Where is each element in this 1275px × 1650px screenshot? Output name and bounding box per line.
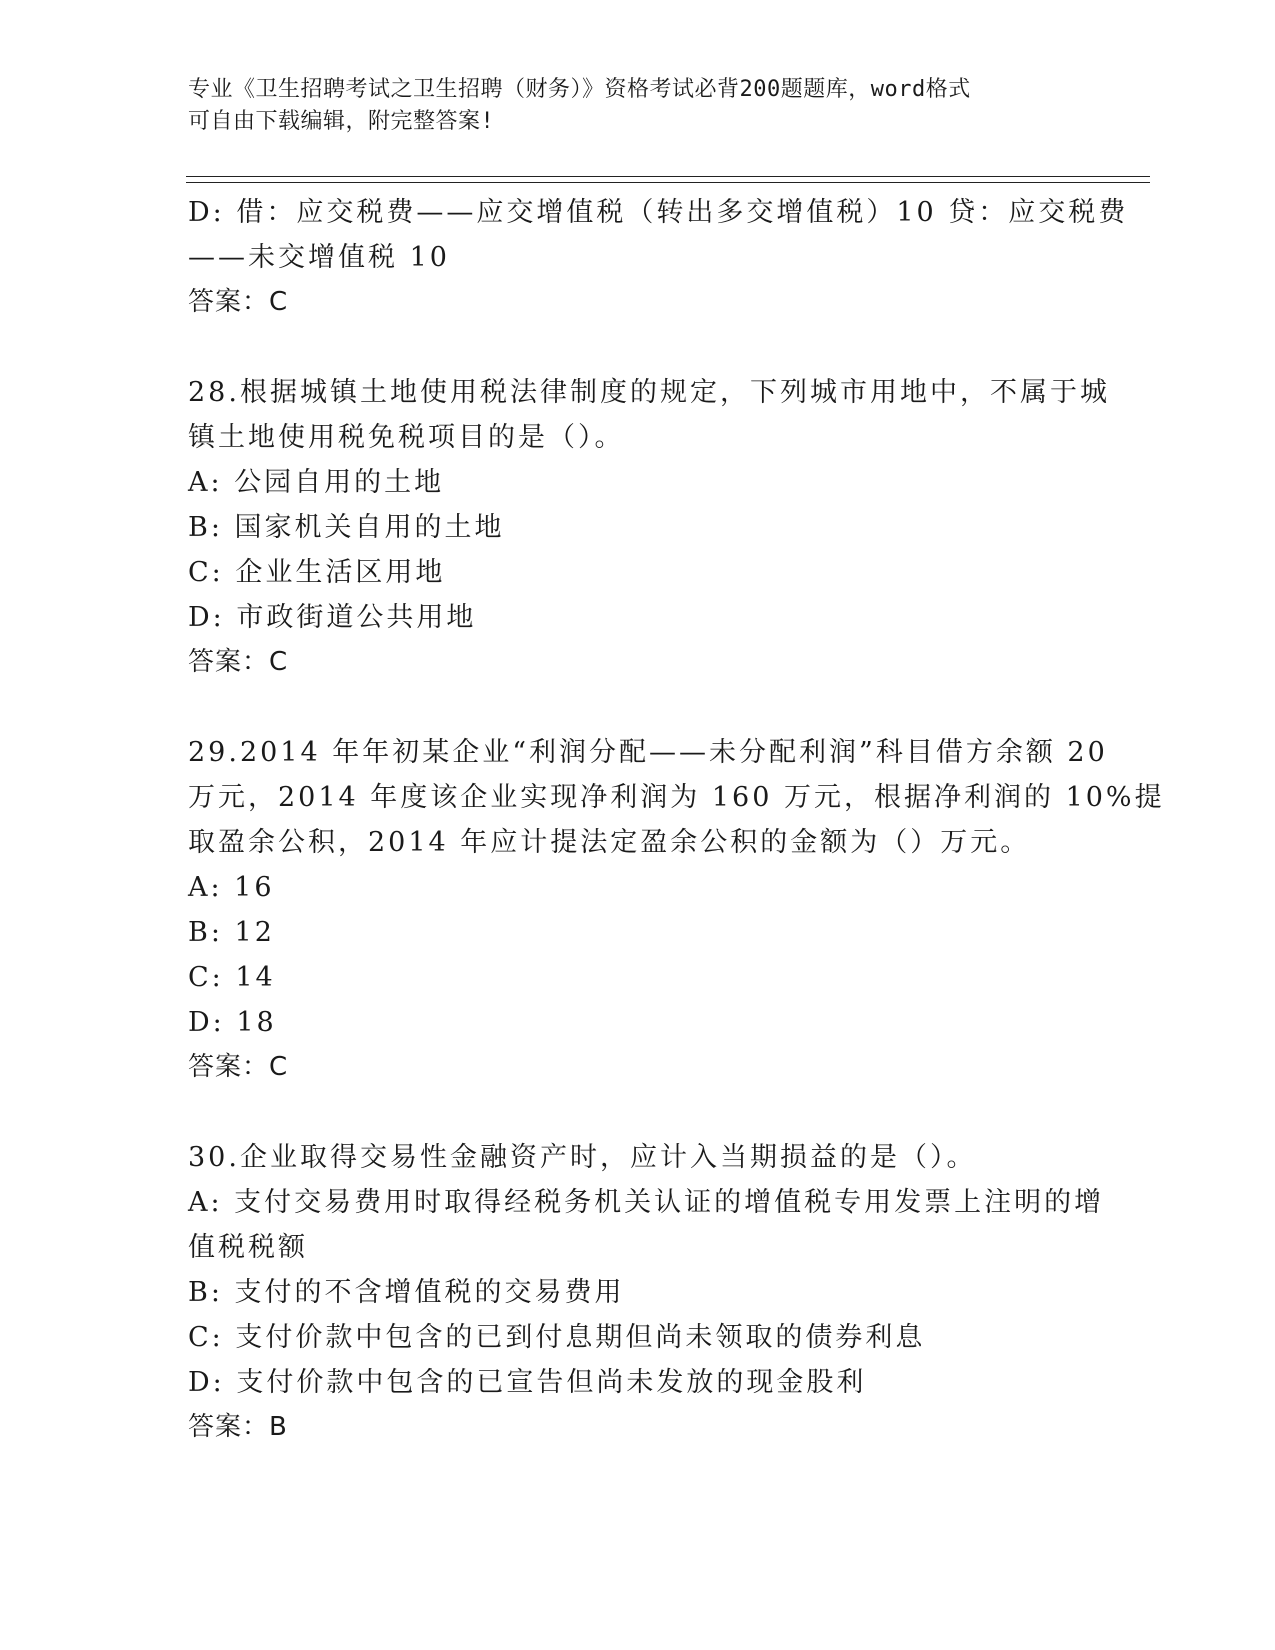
spacer <box>188 685 1088 730</box>
option-a: A: 公园自用的土地 <box>188 467 445 498</box>
spacer <box>188 325 1088 370</box>
option-d: D: 借：应交税费——应交增值税（转出多交增值税）10 贷：应交税费 <box>188 197 1129 228</box>
option-a: A: 支付交易费用时取得经税务机关认证的增值税专用发票上注明的增 <box>188 1187 1105 1218</box>
question-28 <box>188 370 1110 685</box>
answer-line: 答案：C <box>188 1052 289 1082</box>
header-line-2: 可自由下载编辑，附完整答案! <box>188 109 495 134</box>
option-c: C: 支付价款中包含的已到付息期但尚未领取的债券利息 <box>188 1322 926 1353</box>
prev-question-tail <box>188 190 1129 325</box>
answer-line: 答案：C <box>188 647 289 677</box>
option-d: D: 市政街道公共用地 <box>188 602 477 633</box>
question-stem: 取盈余公积，2014 年应计提法定盈余公积的金额为（）万元。 <box>188 827 1031 858</box>
question-stem: 29.2014 年年初某企业“利润分配——未分配利润”科目借方余额 20 <box>188 737 1108 768</box>
question-29 <box>188 730 1165 1090</box>
header-divider-top <box>186 176 1150 177</box>
question-stem: 28.根据城镇土地使用税法律制度的规定，下列城市用地中，不属于城 <box>188 377 1110 408</box>
document-body <box>188 190 1165 1450</box>
question-stem: 万元，2014 年度该企业实现净利润为 160 万元，根据净利润的 10%提 <box>188 782 1165 813</box>
header-line-1: 专业《卫生招聘考试之卫生招聘（财务）》资格考试必背200题题库，word格式 <box>188 77 971 102</box>
option-c: C: 企业生活区用地 <box>188 557 446 588</box>
question-stem: 镇土地使用税免税项目的是（）。 <box>188 422 625 453</box>
option-b: B: 国家机关自用的土地 <box>188 512 505 543</box>
option-d: D: 18 <box>188 1007 277 1038</box>
option-d-continued: ——未交增值税 10 <box>188 242 450 273</box>
option-b: B: 12 <box>188 917 275 948</box>
option-b: B: 支付的不含增值税的交易费用 <box>188 1277 625 1308</box>
answer-line: 答案：C <box>188 287 289 317</box>
option-d: D: 支付价款中包含的已宣告但尚未发放的现金股利 <box>188 1367 867 1398</box>
document-header <box>188 74 1068 138</box>
option-a-continued: 值税税额 <box>188 1232 308 1263</box>
spacer <box>188 1090 1088 1135</box>
option-c: C: 14 <box>188 962 276 993</box>
answer-line: 答案：B <box>188 1412 288 1442</box>
question-30 <box>188 1135 1105 1450</box>
question-stem: 30.企业取得交易性金融资产时，应计入当期损益的是（）。 <box>188 1142 977 1173</box>
header-divider-bottom <box>186 182 1150 183</box>
option-a: A: 16 <box>188 872 275 903</box>
